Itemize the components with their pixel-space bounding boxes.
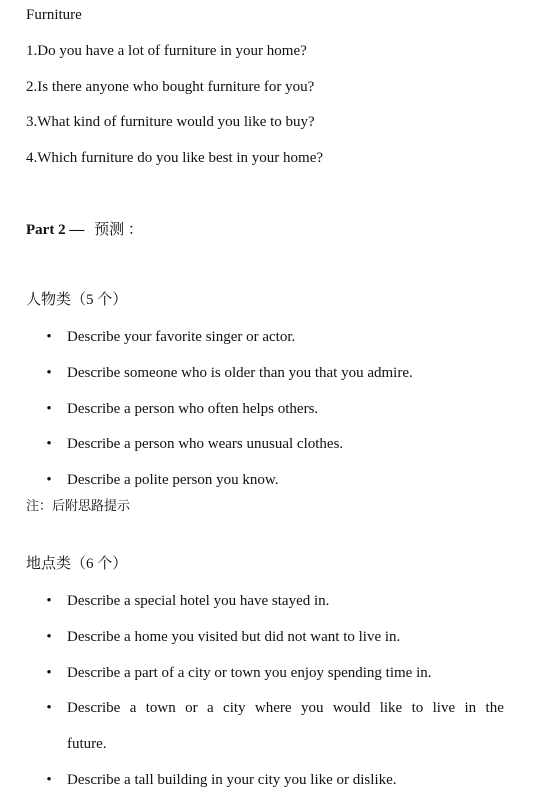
places-heading: 地点类（6 个） <box>26 556 128 572</box>
people-item-2: Describe someone who is older than you that you admire. <box>67 365 413 381</box>
part2-suffix: 预测 ： <box>94 222 143 238</box>
topic-title: Furniture <box>26 7 82 23</box>
question-2: 2.Is there anyone who bought furniture for you? <box>26 79 315 95</box>
bullet-marker: • <box>46 772 52 788</box>
bullet-marker: • <box>46 665 52 681</box>
people-item-1: Describe your favorite singer or actor. <box>67 329 296 345</box>
word: would <box>332 700 371 716</box>
question-3: 3.What kind of furniture would you like to buy? <box>26 114 315 130</box>
bullet-marker: • <box>46 329 52 345</box>
places-item-1: Describe a special hotel you have stayed in. <box>67 593 330 609</box>
part2-label: Part 2 — <box>26 222 85 238</box>
word: a <box>206 700 214 716</box>
word: in <box>464 700 477 716</box>
word: town <box>145 700 176 716</box>
bullet-marker: • <box>46 401 52 417</box>
word: a <box>129 700 137 716</box>
word: live <box>432 700 456 716</box>
word: or <box>185 700 198 716</box>
bullet-marker: • <box>46 472 52 488</box>
places-item-4 <box>67 698 504 718</box>
word: Describe <box>67 700 121 716</box>
bullet-marker: • <box>46 700 52 716</box>
word: to <box>411 700 424 716</box>
people-heading: 人物类（5 个） <box>26 292 128 308</box>
word: city <box>223 700 246 716</box>
word: you <box>300 700 324 716</box>
word: where <box>254 700 292 716</box>
people-note: 注：后附思路提示 <box>26 498 131 513</box>
people-item-5: Describe a polite person you know. <box>67 472 279 488</box>
bullet-marker: • <box>46 365 52 381</box>
part2-heading <box>26 220 143 240</box>
people-item-3: Describe a person who often helps others. <box>67 401 319 417</box>
places-item-3: Describe a part of a city or town you enjoy spending time in. <box>67 665 432 681</box>
bullet-marker: • <box>46 593 52 609</box>
places-item-5: Describe a tall building in your city you like or dislike. <box>67 772 397 788</box>
bullet-marker: • <box>46 629 52 645</box>
places-item-4-continued: future. <box>67 736 107 752</box>
word: the <box>485 700 504 716</box>
bullet-marker: • <box>46 436 52 452</box>
question-4: 4.Which furniture do you like best in your home? <box>26 150 324 166</box>
places-item-2: Describe a home you visited but did not want to live in. <box>67 629 401 645</box>
question-1: 1.Do you have a lot of furniture in your home? <box>26 43 307 59</box>
word: like <box>379 700 403 716</box>
people-item-4: Describe a person who wears unusual clothes. <box>67 436 344 452</box>
